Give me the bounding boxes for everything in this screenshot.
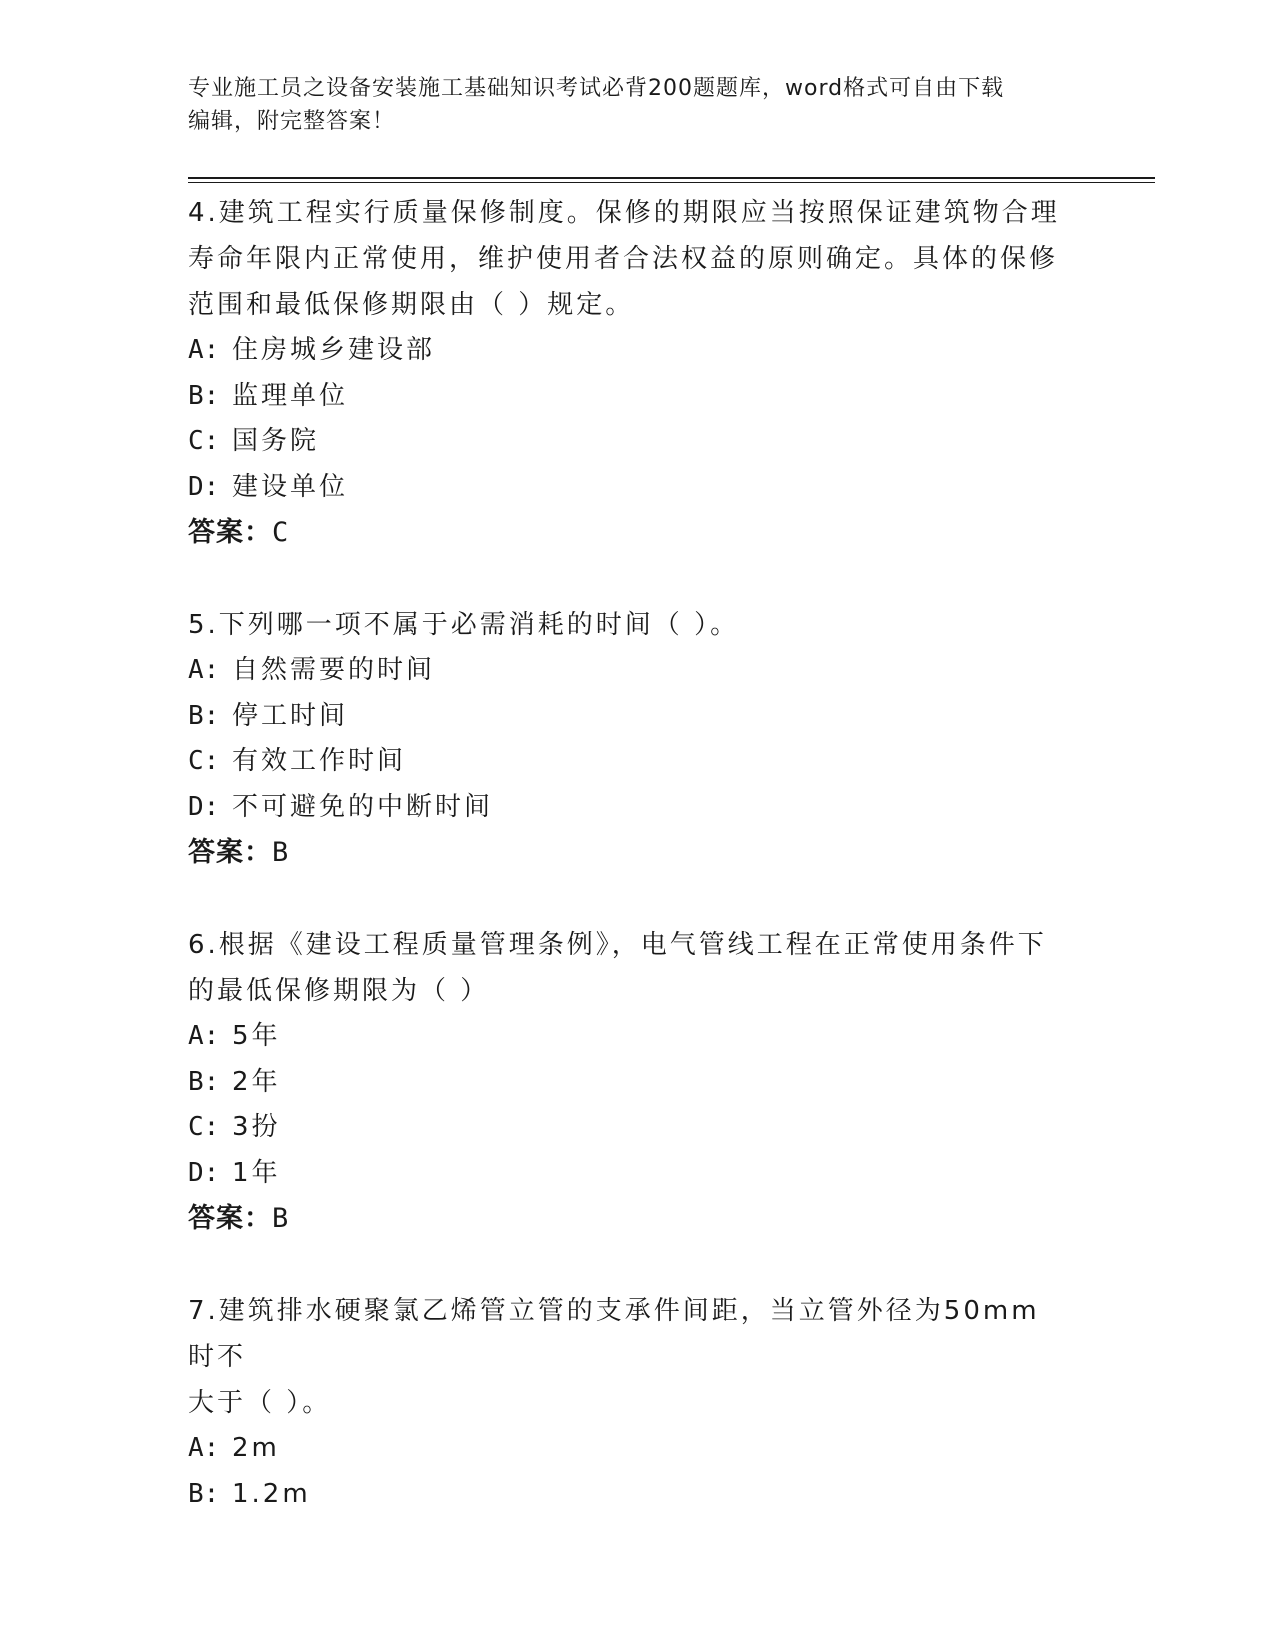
option-letter: B: (188, 380, 220, 411)
option-c (188, 739, 1068, 785)
option-letter: A: (188, 1433, 220, 1463)
question-stem-line: 大于（ ）。 (188, 1388, 332, 1418)
answer-value: B (272, 837, 290, 868)
answer-label: 答案： (188, 837, 272, 868)
question-stem-line: 5.下列哪一项不属于必需消耗的时间（ ）。 (188, 610, 740, 640)
option-b (188, 1472, 1068, 1518)
header-title-line-1: 专业施工员之设备安装施工基础知识考试必背200题题库，word格式可自由下载 (188, 76, 1005, 101)
option-text: 停工时间 (232, 700, 349, 731)
option-text: 国务院 (232, 426, 320, 456)
option-text: 2年 (232, 1066, 281, 1097)
option-b (188, 1060, 1068, 1106)
option-b (188, 694, 1068, 740)
option-d (188, 465, 1068, 511)
answer-line (188, 1196, 1068, 1242)
question-6 (188, 922, 1068, 1242)
option-a (188, 1014, 1068, 1060)
question-4 (188, 190, 1068, 556)
answer-line (188, 830, 1068, 876)
option-letter: C: (188, 1112, 220, 1142)
option-text: 不可避免的中断时间 (232, 791, 494, 822)
question-list (188, 190, 1068, 1563)
option-text: 有效工作时间 (232, 746, 407, 776)
option-c (188, 1105, 1068, 1151)
option-letter: A: (188, 655, 220, 685)
option-text: 建设单位 (232, 471, 349, 502)
option-letter: D: (188, 791, 220, 822)
question-7 (188, 1288, 1068, 1517)
question-stem-line: 范围和最低保修期限由（ ）规定。 (188, 290, 635, 320)
question-5 (188, 602, 1068, 876)
option-a (188, 328, 1068, 374)
question-stem-line: 寿命年限内正常使用，维护使用者合法权益的原则确定。具体的保修 (188, 244, 1059, 274)
question-stem-line: 的最低保修期限为（ ） (188, 976, 490, 1006)
option-d (188, 785, 1068, 831)
option-text: 自然需要的时间 (232, 655, 436, 685)
option-text: 住房城乡建设部 (232, 335, 436, 365)
answer-line (188, 510, 1068, 556)
option-letter: D: (188, 471, 220, 502)
answer-label: 答案： (188, 1203, 272, 1234)
option-text: 监理单位 (232, 380, 349, 411)
answer-value: C (272, 517, 290, 548)
question-stem-line: 6.根据《建设工程质量管理条例》，电气管线工程在正常使用条件下 (188, 930, 1047, 960)
option-text: 1年 (232, 1157, 281, 1188)
option-letter: A: (188, 1021, 220, 1051)
question-stem-line: 7.建筑排水硬聚氯乙烯管立管的支承件间距，当立管外径为50mm时不 (188, 1296, 1040, 1372)
option-text: 1.2m (232, 1478, 311, 1509)
option-letter: C: (188, 426, 220, 456)
question-stem-line: 4.建筑工程实行质量保修制度。保修的期限应当按照保证建筑物合理 (188, 198, 1060, 228)
option-text: 2m (232, 1433, 280, 1463)
option-letter: B: (188, 1066, 220, 1097)
option-text: 3扮 (232, 1112, 281, 1142)
option-c (188, 419, 1068, 465)
option-letter: D: (188, 1157, 220, 1188)
answer-label: 答案： (188, 517, 272, 548)
header-divider (188, 177, 1155, 183)
option-letter: C: (188, 746, 220, 776)
option-b (188, 374, 1068, 420)
option-a (188, 648, 1068, 694)
option-d (188, 1151, 1068, 1197)
header-title-line-2: 编辑，附完整答案！ (188, 109, 396, 134)
option-letter: A: (188, 335, 220, 365)
option-letter: B: (188, 1478, 220, 1509)
option-letter: B: (188, 700, 220, 731)
option-text: 5年 (232, 1021, 281, 1051)
document-header (188, 72, 1088, 138)
answer-value: B (272, 1203, 290, 1234)
option-a (188, 1426, 1068, 1472)
